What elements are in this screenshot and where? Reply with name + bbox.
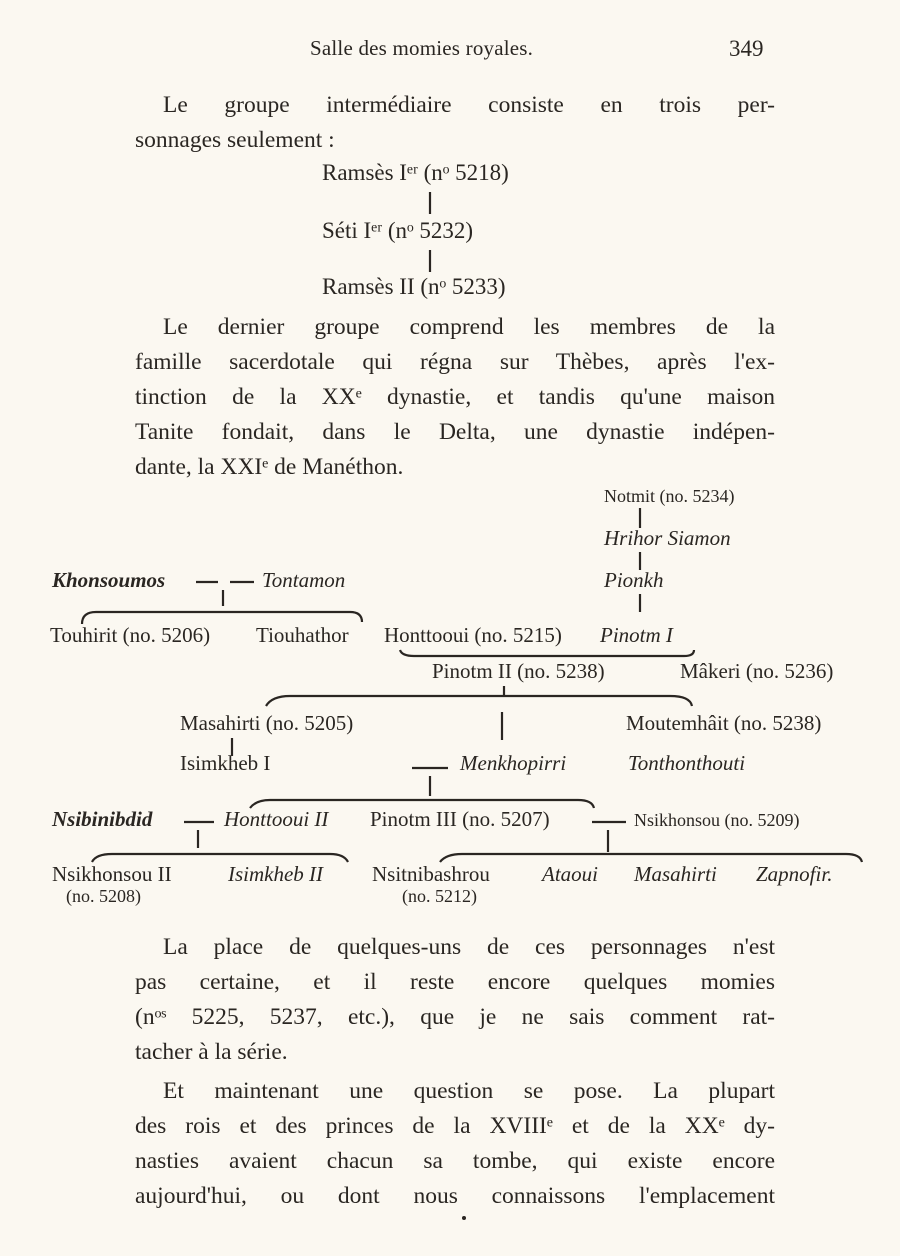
text-line: nasties avaient chacun sa tombe, qui existe encore — [135, 1148, 775, 1174]
text-line: Et maintenant une question se pose. La plupart — [163, 1078, 775, 1104]
node-nsitnibashrou-number: (no. 5212) — [402, 886, 477, 906]
text-line: aujourd'hui, ou dont nous connaissons l'emplacement — [135, 1183, 775, 1209]
genealogy-ramses-1: Ramsès Iᵉʳ (nᵒ 5218) — [322, 160, 509, 185]
genealogy-ramses-2: Ramsès II (nᵒ 5233) — [322, 274, 506, 299]
connector-brace — [266, 696, 692, 706]
paragraph-question — [135, 1074, 775, 1214]
node-masahirti: Masahirti (no. 5205) — [180, 711, 354, 735]
genealogy-seti-1: Séti Iᵉʳ (nᵒ 5232) — [322, 218, 474, 243]
text-line: tinction de la XXᵉ dynastie, et tandis qu'une maison — [135, 384, 775, 410]
text-line: Tanite fondait, dans le Delta, une dynastie indépen- — [135, 419, 775, 445]
text-line: tacher à la série. — [135, 1039, 288, 1065]
node-khonsoumos: Khonsoumos — [52, 568, 166, 592]
node-tonthonthouti: Tonthonthouti — [628, 751, 746, 775]
connector-brace — [400, 650, 694, 656]
node-makeri: Mâkeri (no. 5236) — [680, 659, 834, 683]
node-piankh: Pionkh — [604, 568, 664, 592]
node-nsikhonsou: Nsikhonsou (no. 5209) — [634, 810, 800, 830]
node-pinotm-1: Pinotm I — [600, 623, 673, 647]
node-nsikhonsou-2: Nsikhonsou II — [52, 862, 172, 886]
paragraph-uncertain-placement — [135, 930, 775, 1070]
node-honttooui: Honttooui (no. 5215) — [384, 623, 562, 647]
node-hrihor: Hrihor Siamon — [604, 526, 731, 550]
text-line: pas certaine, et il reste encore quelques momies — [135, 969, 775, 995]
text-line: Le dernier groupe comprend les membres de la — [163, 314, 775, 340]
node-notmit: Notmit (no. 5234) — [604, 486, 735, 506]
node-nsikhonsou-2-number: (no. 5208) — [66, 886, 141, 906]
node-menkhopirri: Menkhopirri — [460, 751, 567, 775]
paragraph-intermediate-group — [135, 88, 775, 158]
node-tiouhathor: Tiouhathor — [256, 623, 349, 647]
text-line: dante, la XXIᵉ de Manéthon. — [135, 454, 404, 480]
node-honttooui-2: Honttooui II — [224, 807, 329, 831]
text-line: Le groupe intermédiaire consiste en trois per- — [163, 92, 775, 118]
node-masahirti-2: Masahirti — [634, 862, 717, 886]
running-title: Salle des momies royales. — [310, 36, 534, 60]
text-line: La place de quelques-uns de ces personnages n'est — [163, 934, 775, 960]
node-nsibinibdid: Nsibinibdid — [52, 807, 153, 831]
paragraph-last-group — [135, 310, 775, 485]
node-tontamon: Tontamon — [262, 568, 346, 592]
text-line: (nᵒˢ 5225, 5237, etc.), que je ne sais comment rat- — [135, 1004, 775, 1030]
node-isimkheb-2: Isimkheb II — [228, 862, 324, 886]
node-pinotm-3: Pinotm III (no. 5207) — [370, 807, 550, 831]
node-zapnofir: Zapnofir. — [756, 862, 833, 886]
node-nsitnibashrou: Nsitnibashrou — [372, 862, 490, 886]
node-isimkheb-1: Isimkheb I — [180, 751, 271, 775]
node-moutemhait: Moutemhâit (no. 5238) — [626, 711, 822, 735]
page-number: 349 — [729, 36, 764, 61]
text-line: famille sacerdotale qui régna sur Thèbes, après l'ex- — [135, 349, 775, 375]
node-ataoui: Ataoui — [542, 862, 598, 886]
connector-brace — [440, 854, 862, 862]
print-speck — [462, 1216, 466, 1220]
node-touhirit: Touhirit (no. 5206) — [50, 623, 211, 647]
node-pinotm-2: Pinotm II (no. 5238) — [432, 659, 605, 683]
text-line: sonnages seulement : — [135, 127, 335, 153]
connector-brace — [92, 854, 348, 862]
text-line: des rois et des princes de la XVIIIᵉ et de la XXᵉ dy- — [135, 1113, 775, 1139]
